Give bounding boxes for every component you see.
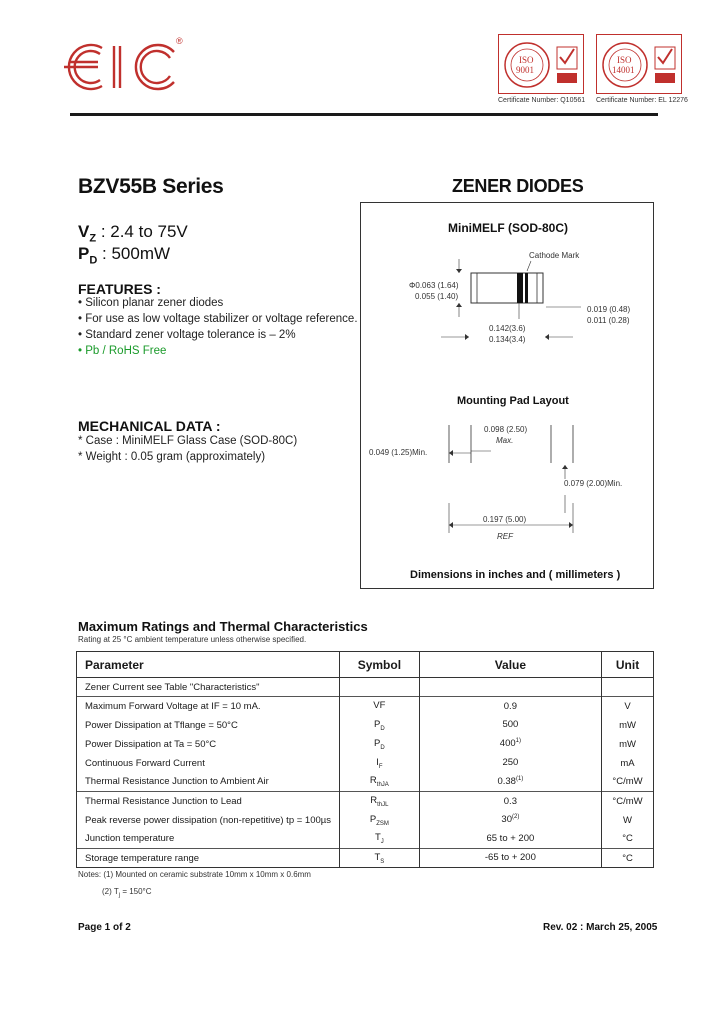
table-row (77, 792, 654, 811)
cell-value (419, 678, 601, 697)
note-1: Notes: (1) Mounted on ceramic substrate 10mm x 10mm x 0.6mm (78, 870, 311, 879)
symbol-text: T (374, 851, 381, 863)
cell-value (419, 849, 601, 868)
eic-logo (58, 38, 188, 94)
cell-unit: mA (602, 754, 654, 773)
iso-14001-seal-icon (597, 35, 681, 93)
iso-9001-badge (498, 34, 584, 94)
package-title: MiniMELF (SOD-80C) (448, 221, 568, 235)
note-2 (102, 887, 152, 899)
pad-height-label: 0.079 (2.00)Min. (564, 479, 623, 488)
table-row (77, 754, 654, 773)
cell-unit: mW (602, 735, 654, 754)
pad-gap-label: 0.049 (1.25)Min. (369, 448, 428, 457)
cell-value (419, 735, 601, 754)
cell-symbol (340, 716, 420, 735)
cell-unit: V (602, 697, 654, 716)
symbol-text: T (374, 832, 381, 844)
cell-parameter: Zener Current see Table "Characteristics" (77, 678, 340, 697)
spec-subscript: D (89, 254, 98, 267)
features-heading: FEATURES : (78, 281, 161, 297)
ratings-table (76, 651, 654, 868)
iso-label: ISO (617, 55, 632, 65)
cell-value (419, 697, 601, 716)
iso-14001-badge (596, 34, 682, 94)
cell-unit (602, 678, 654, 697)
cell-unit: mW (602, 716, 654, 735)
feature-item: • Standard zener voltage tolerance is – 2% (78, 329, 296, 341)
symbol-subscript: J (380, 839, 384, 846)
spec-value: : 500mW (102, 244, 171, 263)
units-note: Dimensions in inches and ( millimeters ) (410, 569, 621, 581)
value-footnote: (2) (512, 814, 520, 821)
cell-value (419, 830, 601, 849)
value-text: -65 to + 200 (484, 852, 536, 864)
header-divider (70, 113, 658, 116)
col-header-symbol: Symbol (340, 652, 420, 678)
cell-symbol (340, 754, 420, 773)
value-text: 250 (502, 757, 519, 769)
iso-number: 9001 (516, 65, 534, 75)
cell-symbol (340, 792, 420, 811)
cell-parameter: Thermal Resistance Junction to Ambient Air (77, 773, 340, 792)
cathode-band (517, 273, 523, 303)
pad-width-note: Max. (496, 436, 514, 445)
cert-number-14001: Certificate Number: EL 12276 (596, 97, 688, 104)
spec-symbol: V (78, 222, 90, 241)
symbol-subscript: F (378, 763, 383, 770)
cell-parameter: Thermal Resistance Junction to Lead (77, 792, 340, 811)
table-row (77, 735, 654, 754)
table-row (77, 830, 654, 849)
note-2-sub: j (118, 892, 121, 899)
cell-value (419, 754, 601, 773)
cell-symbol (340, 849, 420, 868)
cell-parameter: Power Dissipation at Tflange = 50°C (77, 716, 340, 735)
table-row (77, 811, 654, 830)
feature-item: • For use as low voltage stabilizer or voltage reference. (78, 313, 358, 325)
cell-parameter: Continuous Forward Current (77, 754, 340, 773)
cell-value (419, 773, 601, 792)
cert-number-9001: Certificate Number: Q10561 (498, 97, 586, 104)
band-max-label: 0.019 (0.48) (587, 305, 631, 314)
product-type-title: ZENER DIODES (452, 176, 584, 196)
table-row (77, 697, 654, 716)
spec-value: : 2.4 to 75V (100, 222, 188, 241)
symbol-subscript: D (380, 725, 385, 732)
symbol-text: P (374, 737, 381, 749)
value-text: 0.38 (497, 776, 516, 788)
value-text: 400 (499, 738, 516, 750)
iso-9001-seal-icon (499, 35, 583, 93)
spec-symbol: P (78, 244, 90, 263)
value-text: 500 (502, 719, 519, 731)
cell-symbol (340, 735, 420, 754)
eic-logo-mark (58, 38, 188, 94)
value-text: 0.3 (503, 795, 517, 807)
cell-unit: °C (602, 849, 654, 868)
symbol-text: R (369, 775, 377, 787)
spec-vz (78, 222, 188, 244)
table-row (77, 678, 654, 697)
cell-parameter: Power Dissipation at Ta = 50°C (77, 735, 340, 754)
cell-symbol (340, 697, 420, 716)
cell-symbol (340, 773, 420, 792)
diameter-min-label: 0.055 (1.40) (415, 292, 459, 301)
symbol-subscript: S (380, 858, 385, 865)
symbol-subscript: ZSM (376, 820, 389, 827)
value-text: 65 to + 200 (486, 833, 535, 845)
pad-width-label: 0.098 (2.50) (484, 425, 528, 434)
symbol-text: R (370, 794, 378, 806)
symbol-subscript: thJA (376, 782, 389, 789)
feature-item-rohs: • Pb / RoHS Free (78, 345, 167, 357)
package-outline-box (360, 202, 654, 589)
value-footnote: (1) (515, 776, 524, 783)
pad-total-label: 0.197 (5.00) (483, 515, 527, 524)
pad-layout-title: Mounting Pad Layout (457, 395, 569, 407)
symbol-subscript: thJL (377, 801, 389, 808)
col-header-unit: Unit (602, 652, 654, 678)
cell-value (419, 792, 601, 811)
note-2-text: (2) T (102, 887, 119, 896)
cell-unit: °C (602, 830, 654, 849)
cell-value (419, 716, 601, 735)
cathode-mark-label: Cathode Mark (529, 251, 580, 260)
series-title: BZV55B Series (78, 175, 224, 198)
iso-label: ISO (519, 55, 534, 65)
band-min-label: 0.011 (0.28) (587, 316, 630, 325)
iso-number: 14001 (612, 65, 635, 75)
cell-unit: °C/mW (602, 792, 654, 811)
symbol-text: P (374, 718, 381, 730)
value-footnote: 1) (515, 738, 521, 745)
length-max-label: 0.142(3.6) (489, 324, 526, 333)
table-row (77, 716, 654, 735)
mechanical-item: * Weight : 0.05 gram (approximately) (78, 451, 266, 463)
table-row (77, 849, 654, 868)
table-row (77, 773, 654, 792)
revision-date: Rev. 02 : March 25, 2005 (543, 922, 658, 933)
note-2-rest: = 150°C (120, 887, 152, 896)
page-number: Page 1 of 2 (78, 922, 131, 933)
diameter-max-label: Φ0.063 (1.64) (409, 281, 459, 290)
table-header-row (77, 652, 654, 678)
cell-unit: °C/mW (602, 773, 654, 792)
cell-value (419, 811, 601, 830)
symbol-text: P (369, 813, 377, 825)
pad-total-note: REF (497, 532, 513, 541)
feature-item: • Silicon planar zener diodes (78, 297, 224, 309)
cell-unit: W (602, 811, 654, 830)
length-min-label: 0.134(3.4) (489, 335, 526, 344)
spec-pd (78, 244, 170, 266)
symbol-subscript: D (380, 744, 385, 751)
cell-symbol (340, 830, 420, 849)
symbol-text: VF (373, 699, 386, 711)
col-header-parameter: Parameter (77, 652, 340, 678)
symbol-text: I (376, 756, 379, 768)
cell-parameter: Junction temperature (77, 830, 340, 849)
cell-parameter: Maximum Forward Voltage at IF = 10 mA. (77, 697, 340, 716)
mechanical-heading: MECHANICAL DATA : (78, 418, 221, 434)
cell-parameter: Peak reverse power dissipation (non-repetitive) tp = 100µs (77, 811, 340, 830)
registered-mark: ® (176, 36, 183, 46)
ratings-body (77, 678, 654, 868)
ratings-title: Maximum Ratings and Thermal Characteristics (78, 619, 368, 634)
value-text: 30 (501, 814, 512, 826)
ratings-subtitle: Rating at 25 °C ambient temperature unless otherwise specified. (78, 635, 307, 644)
spec-subscript: Z (89, 232, 97, 245)
mechanical-item: * Case : MiniMELF Glass Case (SOD-80C) (78, 435, 298, 447)
cell-symbol (340, 811, 420, 830)
cell-symbol (340, 678, 420, 697)
diode-body-outline (471, 273, 543, 303)
cell-parameter: Storage temperature range (77, 849, 340, 868)
col-header-value: Value (419, 652, 601, 678)
value-text: 0.9 (503, 700, 517, 712)
